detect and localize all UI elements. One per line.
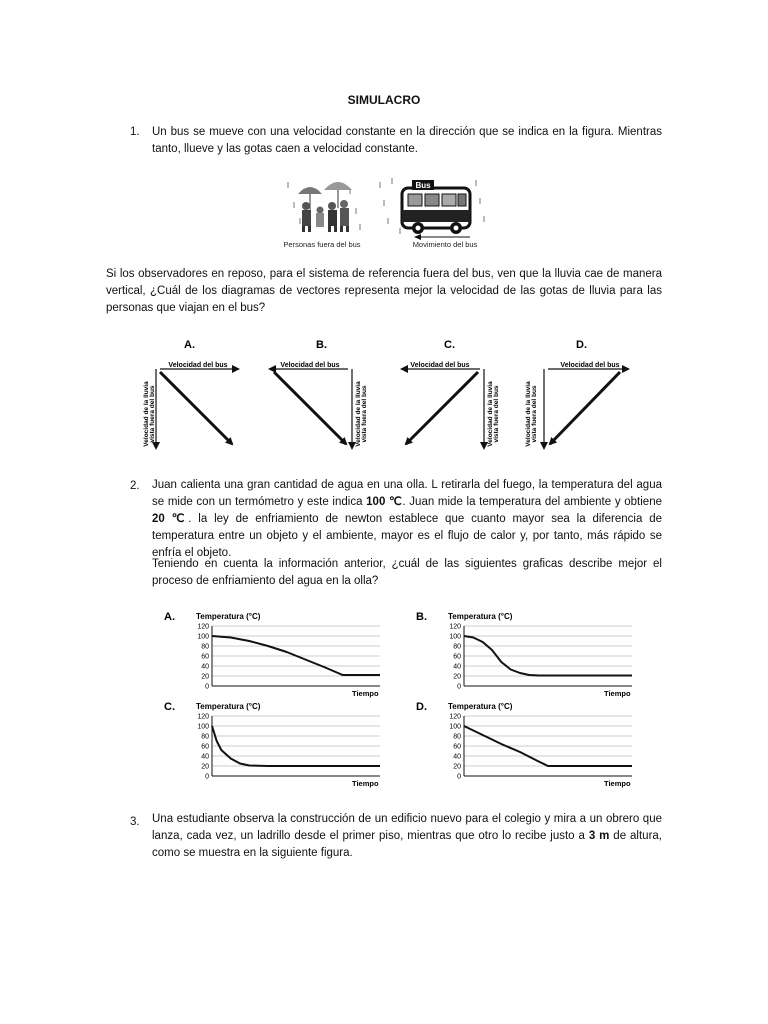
chart-b-ytick: 60 bbox=[453, 653, 461, 661]
caption-bus-movement: Movimiento del bus bbox=[412, 240, 478, 249]
option-c-bus-label: Velocidad del bus bbox=[410, 362, 470, 369]
option-d-rain-label-2: vista fuera del bus bbox=[531, 385, 538, 443]
chart-b-ytick: 0 bbox=[457, 683, 461, 691]
chart-b-title: Temperatura (°C) bbox=[448, 612, 513, 621]
page-title: SIMULACRO bbox=[347, 93, 421, 107]
q2-initial-temp: 100 ℃ bbox=[366, 496, 403, 508]
chart-a-ytick: 80 bbox=[201, 643, 209, 651]
cooling-charts bbox=[158, 608, 648, 788]
chart-a-ytick: 20 bbox=[201, 673, 209, 681]
chart-b-xlabel: Tiempo bbox=[604, 689, 631, 698]
q3-text-a: Una estudiante observa la construcción de un edificio nuevo para el colegio y mira a un obrero que lanza, cada vez, un ladrillo desde el primer piso, mientras que otro lo recibe justo a bbox=[152, 813, 662, 842]
option-b-rain-label-2: vista fuera del bus bbox=[361, 385, 368, 443]
option-c-rain-label-1: Velocidad de la lluvia bbox=[487, 381, 494, 447]
chart-a-xlabel: Tiempo bbox=[352, 689, 379, 698]
option-a-diagram bbox=[143, 339, 238, 448]
chart-a-series-line bbox=[212, 636, 380, 675]
bus-rain-illustration bbox=[280, 172, 500, 252]
chart-a-ytick: 40 bbox=[201, 663, 209, 671]
people-with-umbrellas bbox=[298, 182, 352, 232]
chart-b-ytick: 80 bbox=[453, 643, 461, 651]
bus-rain-figure bbox=[280, 172, 500, 252]
question-1-prompt: Si los observadores en reposo, para el sistema de referencia fuera del bus, ven que la lluvia cae de manera vertical, ¿Cuál de los diagramas de vectores representa mejor la velocidad de las gotas de lluvia para las personas que viajan en el bus? bbox=[106, 268, 662, 314]
chart-a-ytick: 0 bbox=[205, 683, 209, 691]
question-3-paragraph bbox=[152, 811, 662, 862]
chart-d-ytick: 40 bbox=[453, 753, 461, 761]
chart-b-ytick: 20 bbox=[453, 673, 461, 681]
option-a-letter: A. bbox=[184, 339, 195, 351]
chart-c-ytick: 40 bbox=[201, 753, 209, 761]
chart-d-ytick: 60 bbox=[453, 743, 461, 751]
q3-text-c: de altura, como se muestra en la siguiente figura. bbox=[152, 830, 662, 859]
option-b-bus-label: Velocidad del bus bbox=[280, 362, 340, 369]
chart-c-ytick: 20 bbox=[201, 763, 209, 771]
q2-text-a: Juan calienta una gran cantidad de agua en una olla. L retirarla del fuego, la temperatura del agua se mide con un termómetro y este indica bbox=[152, 479, 662, 508]
question-1-number: 1. bbox=[130, 126, 140, 138]
option-d-diagram bbox=[525, 339, 628, 448]
chart-c-xlabel: Tiempo bbox=[352, 779, 379, 788]
vector-diagrams-svg bbox=[140, 336, 650, 460]
q2-ambient-temp: 20 ℃ bbox=[152, 513, 189, 525]
option-a-bus-label: Velocidad del bus bbox=[168, 362, 228, 369]
question-1-intro: Un bus se mueve con una velocidad constante en la dirección que se indica en la figura. Mientras tanto, llueve y las gotas caen a velocidad constante. bbox=[152, 126, 662, 155]
chart-d-ytick: 0 bbox=[457, 773, 461, 781]
option-b-letter: B. bbox=[316, 339, 327, 351]
chart-a-title: Temperatura (°C) bbox=[196, 612, 261, 621]
chart-b-ytick: 100 bbox=[449, 633, 461, 641]
option-b-resultant-vector bbox=[274, 372, 346, 444]
chart-d-ytick: 120 bbox=[449, 713, 461, 721]
q2-text-e: . la ley de enfriamiento de newton establece que cuanto mayor sea la diferencia de temperatura entre un objeto y el ambiente, mayor es el flujo de calor y, por tanto, más rápido se enfría el objeto. bbox=[152, 513, 662, 559]
question-2-paragraph-1 bbox=[152, 477, 662, 562]
chart-d-title: Temperatura (°C) bbox=[448, 702, 513, 711]
option-a-rain-label-1: Velocidad de la lluvia bbox=[143, 381, 150, 447]
chart-a-letter: A. bbox=[164, 611, 175, 623]
chart-d-xlabel: Tiempo bbox=[604, 779, 631, 788]
option-b-rain-label-1: Velocidad de la lluvia bbox=[355, 381, 362, 447]
chart-b-letter: B. bbox=[416, 611, 427, 623]
option-a-rain-label-2: vista fuera del bus bbox=[149, 385, 156, 443]
question-3-number: 3. bbox=[130, 816, 140, 828]
bus-sign: Bus bbox=[415, 181, 431, 190]
chart-d-letter: D. bbox=[416, 701, 427, 713]
option-d-bus-label: Velocidad del bus bbox=[560, 362, 620, 369]
q2-text-c: . Juan mide la temperatura del ambiente y obtiene bbox=[402, 496, 662, 508]
question-2-number: 2. bbox=[130, 480, 140, 492]
chart-c-ytick: 80 bbox=[201, 733, 209, 741]
chart-a-ytick: 100 bbox=[197, 633, 209, 641]
option-b-diagram bbox=[270, 339, 368, 448]
cooling-charts-svg bbox=[158, 608, 648, 788]
chart-d-ytick: 100 bbox=[449, 723, 461, 731]
chart-a-ytick: 120 bbox=[197, 623, 209, 631]
chart-a-ytick: 60 bbox=[201, 653, 209, 661]
chart-b-ytick: 120 bbox=[449, 623, 461, 631]
option-c-letter: C. bbox=[444, 339, 455, 351]
question-2-paragraph-2: Teniendo en cuenta la información anterior, ¿cuál de las siguientes graficas describe mejor el proceso de enfriamiento del agua en la olla? bbox=[152, 558, 662, 587]
q3-height: 3 m bbox=[588, 830, 610, 842]
chart-c-ytick: 100 bbox=[197, 723, 209, 731]
option-d-resultant-vector bbox=[550, 372, 620, 444]
option-a-resultant-vector bbox=[160, 372, 232, 444]
chart-d-ytick: 20 bbox=[453, 763, 461, 771]
caption-people-outside: Personas fuera del bus bbox=[283, 240, 361, 249]
vector-diagrams bbox=[140, 336, 650, 460]
chart-c-letter: C. bbox=[164, 701, 175, 713]
bus-drawing bbox=[402, 180, 470, 234]
option-d-letter: D. bbox=[576, 339, 587, 351]
option-c-resultant-vector bbox=[406, 372, 478, 444]
chart-c-title: Temperatura (°C) bbox=[196, 702, 261, 711]
option-d-rain-label-1: Velocidad de la lluvia bbox=[525, 381, 532, 447]
chart-c-ytick: 60 bbox=[201, 743, 209, 751]
option-c-rain-label-2: vista fuera del bus bbox=[493, 385, 500, 443]
chart-d-ytick: 80 bbox=[453, 733, 461, 741]
chart-c-ytick: 0 bbox=[205, 773, 209, 781]
chart-b-ytick: 40 bbox=[453, 663, 461, 671]
chart-c-ytick: 120 bbox=[197, 713, 209, 721]
option-c-diagram bbox=[402, 339, 500, 448]
